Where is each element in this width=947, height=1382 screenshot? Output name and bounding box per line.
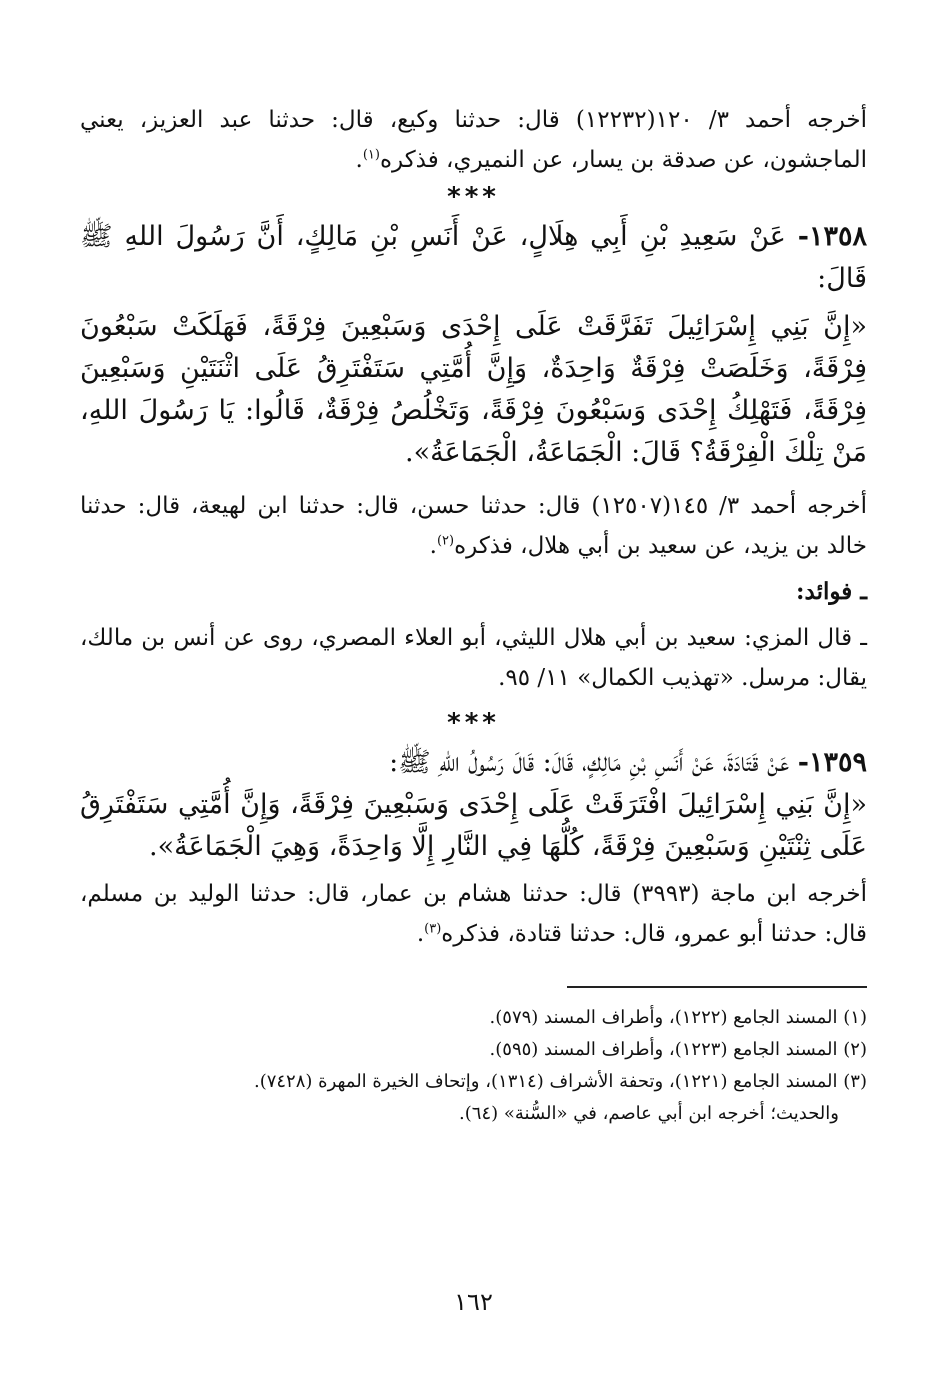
takhrij-text: أخرجه أحمد ٣/ ١٤٥(١٢٥٠٧) قال: حدثنا حسن، قال: حدثنا ابن لهيعة، قال: حدثنا خالد بن يزيد، عن سعيد بن أبي هلال، فذكره xyxy=(80,493,868,559)
takhrij-paragraph-1: أخرجه أحمد ٣/ ١٢٠(١٢٢٣٢) قال: حدثنا وكيع، قال: حدثنا عبد العزيز، يعني الماجشون، عن صدقة بن يسار، عن النميري، فذكره$^{(١)}$. xyxy=(80,107,868,173)
hadith-1359 xyxy=(80,742,867,784)
footnote-ref-1[interactable]: (١) xyxy=(362,147,380,163)
footnote-ref-3[interactable]: (٣) xyxy=(424,921,442,937)
takhrij-text: أخرجه ابن ماجة (٣٩٩٣) قال: حدثنا هشام بن عمار، قال: حدثنا الوليد بن مسلم، قال: حدثنا أبو عمرو، قال: حدثنا قتادة، فذكره xyxy=(80,881,867,947)
footnote-ref-2[interactable]: (٢) xyxy=(436,533,455,549)
footnote-1: (١) المسند الجامع (١٢٢٢)، وأطراف المسند (٥٧٩). xyxy=(489,1007,867,1028)
fawaid-heading: ـ فوائد: xyxy=(796,578,867,605)
hadith-number: ١٣٥٨- xyxy=(797,221,867,252)
page-number: ١٦٢ xyxy=(454,1288,493,1316)
hadith-number: ١٣٥٩- xyxy=(797,747,867,778)
footnote-3-continuation: والحديث؛ أخرجه ابن أبي عاصم، في «السُّنة» (٦٤). xyxy=(459,1103,839,1124)
hadith-chain: عَنْ سَعِيدِ بْنِ أَبِي هِلَالٍ، عَنْ أَنَسِ بْنِ مَالِكٍ، أَنَّ رَسُولَ اللهِ ﷺ قَالَ: xyxy=(80,221,867,294)
hadith-chain: عَنْ قَتَادَةَ، عَنْ أَنَسِ بْنِ مَالِكٍ، قَالَ: قَالَ رَسُولُ اللهِ ﷺ: xyxy=(389,747,790,778)
takhrij-paragraph-2: أخرجه أحمد ٣/ ١٤٥(١٢٥٠٧) قال: حدثنا حسن، قال: حدثنا ابن لهيعة، قال: حدثنا خالد بن يزيد، عن سعيد بن أبي هلال، فذكره$^{(٢)}$. xyxy=(80,493,868,559)
footnote-divider xyxy=(567,986,867,988)
hadith-text-1359: «إِنَّ بَنِي إِسْرَائِيلَ افْتَرَقَتْ عَلَى إِحْدَى وَسَبْعِينَ فِرْقَةً، وَإِنَّ أُمَّتِي سَتَفْتَرِقُ عَلَى ثِنْتَيْنِ وَسَبْعِينَ فِرْقَةً، كُلُّهَا فِي النَّارِ إِلَّا وَاحِدَةً، وَهِيَ الْجَمَاعَةُ». xyxy=(80,789,867,862)
section-separator: *** xyxy=(447,182,500,212)
hadith-1358 xyxy=(80,216,867,300)
takhrij-paragraph-3: أخرجه ابن ماجة (٣٩٩٣) قال: حدثنا هشام بن عمار، قال: حدثنا الوليد بن مسلم، قال: حدثنا أبو عمرو، قال: حدثنا قتادة، فذكره$^{(٣)}$. xyxy=(80,881,867,947)
footnote-2: (٢) المسند الجامع (١٢٢٣)، وأطراف المسند (٥٩٥). xyxy=(489,1039,867,1060)
takhrij-text: أخرجه أحمد ٣/ ١٢٠(١٢٢٣٢) قال: حدثنا وكيع، قال: حدثنا عبد العزيز، يعني الماجشون، عن صدقة بن يسار، عن النميري، فذكره xyxy=(80,107,868,173)
footnote-3: (٣) المسند الجامع (١٢٢١)، وتحفة الأشراف (١٣١٤)، وإتحاف الخيرة المهرة (٧٤٢٨). xyxy=(253,1071,867,1092)
hadith-text-1358: «إِنَّ بَنِي إِسْرَائِيلَ تَفَرَّقَتْ عَلَى إِحْدَى وَسَبْعِينَ فِرْقَةً، فَهَلَكَتْ سَبْعُونَ فِرْقَةً، وَخَلَصَتْ فِرْقَةٌ وَاحِدَةٌ، وَإِنَّ أُمَّتِي سَتَفْتَرِقُ عَلَى اثْنَتَيْنِ وَسَبْعِينَ فِرْقَةً، فَتَهْلِكُ إِحْدَى وَسَبْعُونَ فِرْقَةً، وَتَخْلُصُ فِرْقَةٌ، قَالُوا: يَا رَسُولَ اللهِ، مَنْ تِلْكَ الْفِرْقَةُ؟ قَالَ: الْجَمَاعَةُ، الْجَمَاعَةُ». xyxy=(80,311,867,468)
fawaid-text: ـ قال المزي: سعيد بن أبي هلال الليثي، أبو العلاء المصري، روى عن أنس بن مالك، يقال: مرسل. «تهذيب الكمال» ١١/ ٩٥. xyxy=(80,625,867,691)
section-separator: *** xyxy=(447,708,500,738)
